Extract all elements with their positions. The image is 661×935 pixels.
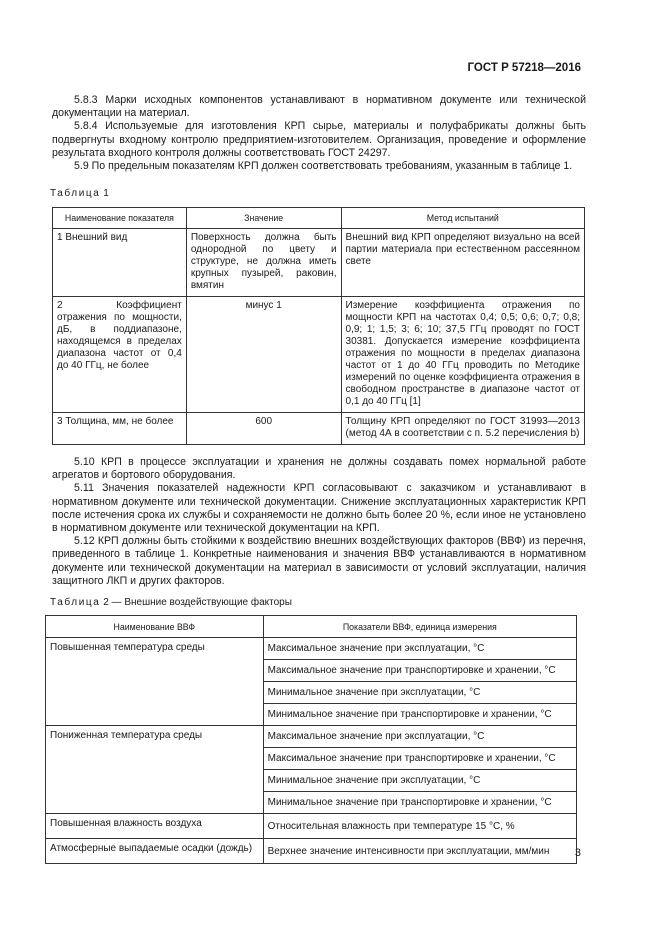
table1-header-method: Метод испытаний xyxy=(341,208,584,229)
document-id: ГОСТ Р 57218—2016 xyxy=(467,62,581,74)
factor-name: Пониженная температура среды xyxy=(46,726,264,814)
table-cell: 3 Толщина, мм, не более xyxy=(53,413,187,445)
table2-caption-word: Таблица xyxy=(50,597,101,608)
table-cell: Внешний вид КРП определяют визуально на всей партии материала при естественном рассеянном свете xyxy=(341,229,584,297)
table-cell: 600 xyxy=(186,413,341,445)
table-row xyxy=(46,814,577,839)
table1-caption-number: 1 xyxy=(103,188,109,199)
table2-caption xyxy=(50,597,292,608)
paragraph-5-10: 5.10 КРП в процессе эксплуатации и хранения не должны создавать помех нормальной работе агрегатов и бортового оборудования. xyxy=(52,456,586,482)
factor-name: Повышенная влажность воздуха xyxy=(46,814,264,839)
paragraph-5-9: 5.9 По предельным показателям КРП должен соответствовать требованиям, указанным в таблице 1. xyxy=(74,160,573,173)
factor-indicator: Минимальное значение при транспортировке и хранении, °С xyxy=(263,792,576,814)
factor-indicator: Максимальное значение при эксплуатации, °С xyxy=(263,638,576,660)
factor-indicator: Максимальное значение при эксплуатации, °С xyxy=(263,726,576,748)
table-row xyxy=(46,839,577,864)
table2-header-name: Наименование ВВФ xyxy=(46,616,264,638)
table2-caption-rest: 2 — Внешние воздействующие факторы xyxy=(103,597,292,608)
table-1 xyxy=(52,207,585,445)
factor-indicator: Относительная влажность при температуре 15 °С, % xyxy=(263,814,576,839)
table2-header-row xyxy=(46,616,577,638)
table1-header-name: Наименование показателя xyxy=(53,208,187,229)
paragraph-5-12: 5.12 КРП должны быть стойкими к воздействию внешних воздействующих факторов (ВВФ) из перечня, приведенного в таблице 1. Конкретные наименования и значения ВВФ устанавливаются в нормативном документе или технической документации на материал в зависимости от условий эксплуатации, наличия защитного ЛКП и других факторов. xyxy=(52,535,586,587)
table-row xyxy=(53,297,585,413)
factor-indicator: Минимальное значение при эксплуатации, °С xyxy=(263,770,576,792)
factor-indicator: Минимальное значение при транспортировке и хранении, °С xyxy=(263,704,576,726)
table-cell: Поверхность должна быть однородной по цвету и структуре, не должна иметь крупных пузырей, раковин, вмятин xyxy=(186,229,341,297)
table-cell: Толщину КРП определяют по ГОСТ 31993—2013 (метод 4А в соответствии с п. 5.2 перечисления b) xyxy=(341,413,584,445)
table1-header-value: Значение xyxy=(186,208,341,229)
paragraph-5-8-3: 5.8.3 Марки исходных компонентов устанавливают в нормативном документе или технической документации на материал. xyxy=(52,94,586,120)
table-row xyxy=(53,229,585,297)
table1-header-row xyxy=(53,208,585,229)
table-cell: Измерение коэффициента отражения по мощности КРП на частотах 0,4; 0,5; 0,6; 0,7; 0,8; 0,9; 1; 1,5; 3; 6; 10; 37,5 ГГц проводят по ГОСТ 30381. Допускается измерение коэффициента отражения по мощности в пределах диапазона частот от 1 до 40 ГГц проводить по Методике измерений по оценке коэффициента отражения в свободном пространстве в диапазоне частот от 0,1 до 40 ГГц [1] xyxy=(341,297,584,413)
factor-name: Повышенная температура среды xyxy=(46,638,264,726)
paragraph-5-11: 5.11 Значения показателей надежности КРП согласовывают с заказчиком и устанавливают в нормативном документе или технической документации. Снижение эксплуатационных характеристик КРП после истечения срока их службы и сохраняемости не должно быть более 20 %, если иное не установлено в нормативном документе или технической документации на КРП. xyxy=(52,482,586,535)
table-cell: 2 Коэффициент отражения по мощности, дБ, в поддиапазоне, находящемся в пределах диапазона частот от 0,4 до 40 ГГц, не более xyxy=(53,297,187,413)
table1-caption xyxy=(50,188,109,199)
table-row xyxy=(46,726,577,748)
paragraphs-top xyxy=(52,94,586,173)
table1-caption-word: Таблица xyxy=(50,188,101,199)
paragraphs-mid xyxy=(52,456,586,588)
factor-indicator: Минимальное значение при эксплуатации, °С xyxy=(263,682,576,704)
factor-indicator: Максимальное значение при транспортировке и хранении, °С xyxy=(263,660,576,682)
paragraph-5-8-4: 5.8.4 Используемые для изготовления КРП сырье, материалы и полуфабрикаты должны быть подвергнуты входному контролю предприятием-изготовителем. Организация, проведение и оформление результата входного контроля должны соответствовать ГОСТ 24297. xyxy=(52,120,586,159)
table-cell: 1 Внешний вид xyxy=(53,229,187,297)
page-number: 3 xyxy=(574,847,581,859)
factor-indicator: Верхнее значение интенсивности при эксплуатации, мм/мин xyxy=(263,839,576,864)
table2-header-indicators: Показатели ВВФ, единица измерения xyxy=(263,616,576,638)
table-cell: минус 1 xyxy=(186,297,341,413)
table-row xyxy=(46,638,577,660)
factor-indicator: Максимальное значение при транспортировке и хранении, °С xyxy=(263,748,576,770)
table-row xyxy=(53,413,585,445)
table-2 xyxy=(45,615,577,864)
factor-name: Атмосферные выпадаемые осадки (дождь) xyxy=(46,839,264,864)
